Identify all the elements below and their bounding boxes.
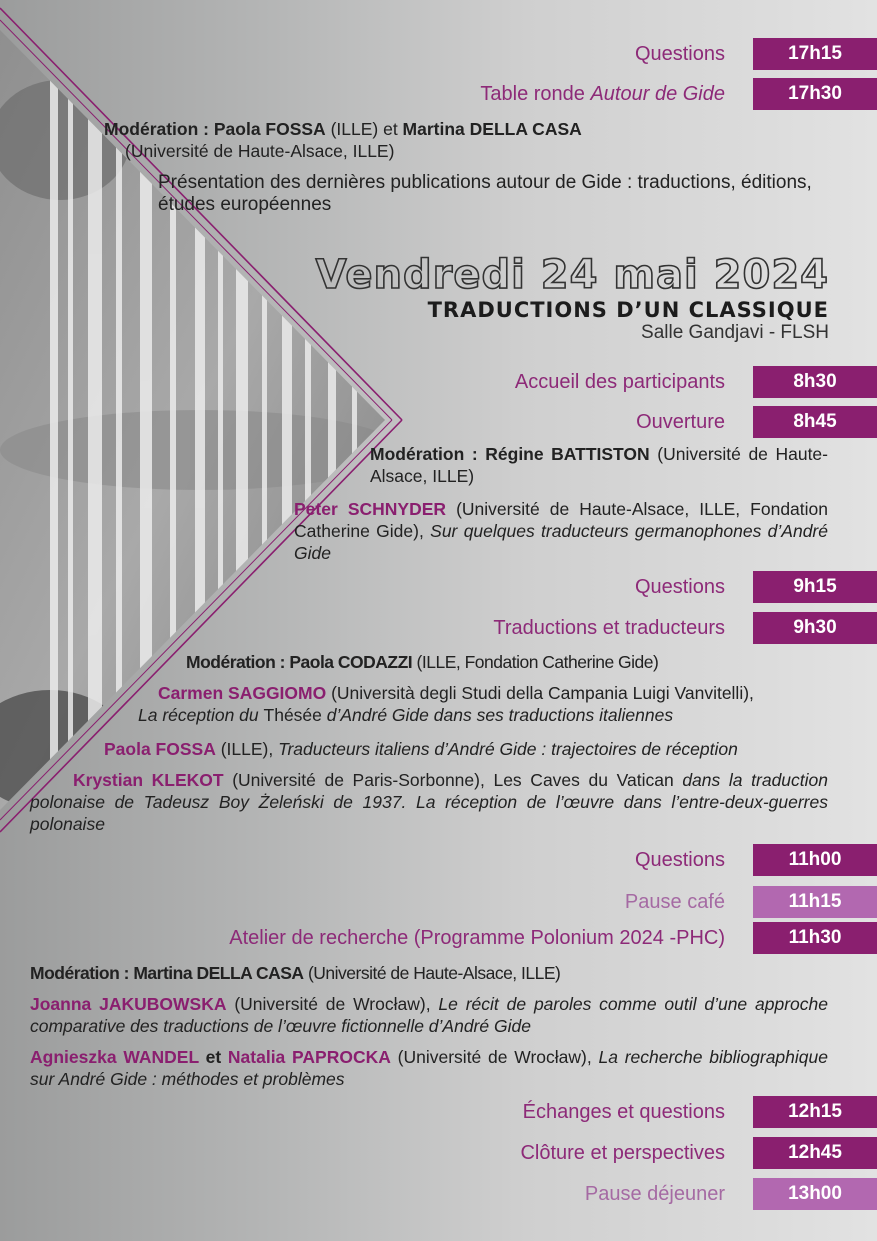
schedule-label: Échanges et questions xyxy=(522,1100,725,1123)
schedule-label: Pause café xyxy=(624,890,725,913)
schedule-label: Table ronde Autour de Gide xyxy=(480,82,725,105)
schedule-row xyxy=(523,1095,877,1129)
day-room: Salle Gandjavi - FLSH xyxy=(641,322,829,343)
time-badge: 11h00 xyxy=(753,844,877,876)
time-badge: 17h15 xyxy=(753,38,877,70)
session2-talk3: Krystian KLEKOT (Université de Paris-Sorbonne), Les Caves du Vatican dans la traduction polonaise de Tadeusz Boy Żeleński de 1937. La réception de l’œuvre dans l’entre-deux-guerres polonaise xyxy=(30,770,828,834)
schedule-label: Pause déjeuner xyxy=(584,1182,725,1205)
time-badge: 11h15 xyxy=(753,886,877,918)
session1-moderation: Modération : Régine BATTISTON (Université de Haute-Alsace, ILLE) xyxy=(370,444,828,486)
session3-talk1: Joanna JAKUBOWSKA (Université de Wrocław), Le récit de paroles comme outil d’une approche comparative des traductions de l’œuvre fictionnelle d’André Gide xyxy=(30,994,828,1036)
time-badge: 8h45 xyxy=(753,406,877,438)
session2-moderation: Modération : Paola CODAZZI (ILLE, Fondation Catherine Gide) xyxy=(186,652,659,672)
schedule-row xyxy=(229,921,877,955)
time-badge: 13h00 xyxy=(753,1178,877,1210)
time-badge: 9h15 xyxy=(753,571,877,603)
schedule-label: Questions xyxy=(634,575,725,598)
schedule-row xyxy=(635,843,877,877)
time-badge: 11h30 xyxy=(753,922,877,954)
schedule-label: Traductions et traducteurs xyxy=(493,616,725,639)
schedule-label: Accueil des participants xyxy=(514,370,725,393)
roundtable-affiliation: (Université de Haute-Alsace, ILLE) xyxy=(125,141,395,161)
schedule-row xyxy=(635,37,877,71)
session1-talk: Peter SCHNYDER (Université de Haute-Alsace, ILLE, Fondation Catherine Gide), Sur quelques traducteurs germanophones d’André Gide xyxy=(294,499,828,563)
schedule-row xyxy=(515,365,877,399)
time-badge: 9h30 xyxy=(753,612,877,644)
session2-talk2: Paola FOSSA (ILLE), Traducteurs italiens d’André Gide : trajectoires de réception xyxy=(104,739,738,759)
roundtable-moderation: Modération : Paola FOSSA (ILLE) et Martina DELLA CASA xyxy=(104,119,582,139)
schedule-label: Ouverture xyxy=(636,410,725,433)
schedule-row xyxy=(493,611,877,645)
roundtable-description: Présentation des dernières publications autour de Gide : traductions, éditions, études européennes xyxy=(158,172,812,215)
session3-moderation: Modération : Martina DELLA CASA (Université de Haute-Alsace, ILLE) xyxy=(30,963,561,983)
schedule-label: Atelier de recherche (Programme Polonium 2024 -PHC) xyxy=(229,926,725,949)
schedule-label: Clôture et perspectives xyxy=(520,1141,725,1164)
day-title: Vendredi 24 mai 2024 xyxy=(315,252,829,298)
day-subtitle: TRADUCTIONS D’UN CLASSIQUE xyxy=(427,298,829,322)
session3-talk2: Agnieszka WANDEL et Natalia PAPROCKA (Université de Wrocław), La recherche bibliographique sur André Gide : méthodes et problèmes xyxy=(30,1047,828,1089)
schedule-row xyxy=(625,885,877,919)
session2-talk1: Carmen SAGGIOMO (Università degli Studi della Campania Luigi Vanvitelli), La réception du Thésée d’André Gide dans ses traductions italiennes xyxy=(138,683,754,725)
schedule-label: Questions xyxy=(634,42,725,65)
schedule-row xyxy=(635,570,877,604)
time-badge: 12h45 xyxy=(753,1137,877,1169)
schedule-row xyxy=(636,405,877,439)
schedule-row xyxy=(520,1136,877,1170)
time-badge: 17h30 xyxy=(753,78,877,110)
schedule-row xyxy=(480,77,877,111)
time-badge: 8h30 xyxy=(753,366,877,398)
schedule-label: Questions xyxy=(634,848,725,871)
schedule-row xyxy=(585,1177,877,1211)
time-badge: 12h15 xyxy=(753,1096,877,1128)
